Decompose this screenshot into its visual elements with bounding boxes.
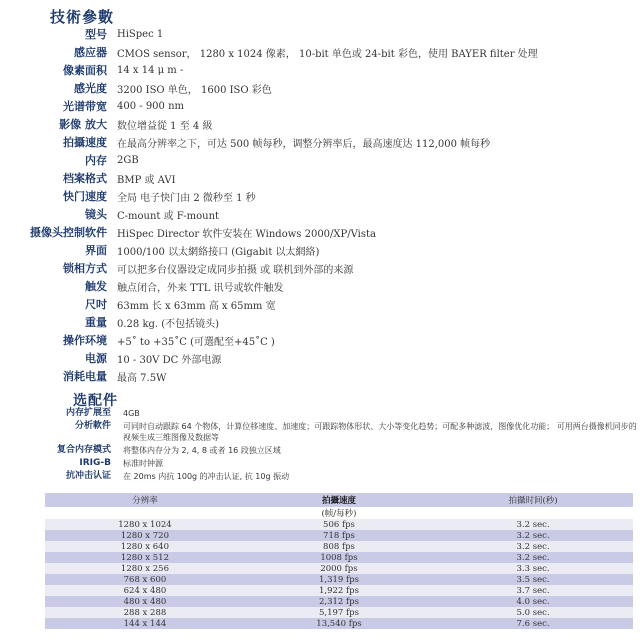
spec-row xyxy=(0,259,643,277)
spec-label: 重量 xyxy=(85,316,107,329)
spec-value: HiSpec Director 软件安装在 Windows 2000/XP/Vista xyxy=(117,228,376,240)
table-row xyxy=(45,607,633,618)
spec-label: 触发 xyxy=(85,280,107,293)
spec-row xyxy=(0,187,643,205)
subheader-empty xyxy=(433,507,633,519)
spec-value: BMP 或 AVI xyxy=(117,174,176,186)
resolution-cell: 1280 x 1024 xyxy=(45,519,245,530)
option-row xyxy=(0,408,643,419)
spec-value: 在最高分辨率之下，可达 500 帧每秒，调整分辨率后，最高速度达 112,000 帧每秒 xyxy=(117,138,491,150)
page-title: 技術參數 xyxy=(50,8,115,26)
spec-value: 0.28 kg. (不包括镜头) xyxy=(117,318,220,330)
speed-cell: 13,540 fps xyxy=(245,618,433,629)
spec-row xyxy=(0,61,643,79)
spec-value: 1000/100 以太網絡接口 (Gigabit 以太網絡) xyxy=(117,246,320,258)
duration-cell: 7.6 sec. xyxy=(433,618,633,629)
spec-row xyxy=(0,133,643,151)
option-label: 抗冲击认证 xyxy=(65,471,111,481)
duration-cell: 3.5 sec. xyxy=(433,574,633,585)
option-value: 可同时自动跟踪 64 个物体，计算位移速度、加速度；可跟踪物体形状、大小等变化趋势；可配多种滤波，图像优化功能； 可用两台摄像机同步的视频生成三维图像及数据等 xyxy=(123,422,637,442)
option-row xyxy=(0,445,643,456)
spec-row xyxy=(0,115,643,133)
table-row xyxy=(45,596,633,607)
spec-label: 光谱带宽 xyxy=(63,100,107,113)
spec-label: 电源 xyxy=(85,352,107,365)
spec-label: 影像 放大 xyxy=(59,118,107,131)
spec-row xyxy=(0,43,643,61)
spec-value: 触点闭合，外来 TTL 讯号或软件触发 xyxy=(117,282,284,294)
table-row xyxy=(45,519,633,530)
spec-value: 2GB xyxy=(117,154,139,166)
duration-cell: 3.2 sec. xyxy=(433,530,633,541)
spec-value: C-mount 或 F-mount xyxy=(117,210,220,222)
option-label: 内存扩展至 xyxy=(65,408,111,418)
spec-row xyxy=(0,367,643,385)
duration-cell: 4.0 sec. xyxy=(433,596,633,607)
subheader-speed-unit: (帧/每秒) xyxy=(245,507,433,519)
spec-value: CMOS sensor， 1280 x 1024 像素， 10-bit 单色或 24-bit 彩色，使用 BAYER filter 处理 xyxy=(117,48,538,60)
spec-row xyxy=(0,205,643,223)
spec-value: 3200 ISO 单色， 1600 ISO 彩色 xyxy=(117,84,272,96)
option-value: 4GB xyxy=(123,409,140,418)
header-duration: 拍攝时间(秒) xyxy=(433,493,633,507)
speed-cell: 1008 fps xyxy=(245,552,433,563)
table-row xyxy=(45,552,633,563)
spec-value: HiSpec 1 xyxy=(117,28,164,40)
speed-cell: 2,312 fps xyxy=(245,596,433,607)
table-row xyxy=(45,563,633,574)
spec-value: 14 x 14 μ m - xyxy=(117,64,184,76)
option-value: 标准时钟源 xyxy=(123,459,163,468)
duration-cell: 5.0 sec. xyxy=(433,607,633,618)
duration-cell: 3.2 sec. xyxy=(433,541,633,552)
spec-row xyxy=(0,97,643,115)
spec-label: 镜头 xyxy=(85,208,107,221)
spec-value: 400 - 900 nm xyxy=(117,100,185,112)
resolution-cell: 624 x 480 xyxy=(45,585,245,596)
spec-label: 感光度 xyxy=(74,82,107,95)
resolution-cell: 144 x 144 xyxy=(45,618,245,629)
table-row xyxy=(45,618,633,629)
option-label: IRIG-B xyxy=(79,458,111,468)
spec-value: +5˚ to +35˚C (可選配至+45˚C ) xyxy=(117,336,275,348)
table-row xyxy=(45,585,633,596)
spec-label: 界面 xyxy=(85,244,107,257)
spec-row xyxy=(0,223,643,241)
spec-row xyxy=(0,169,643,187)
duration-cell: 3.2 sec. xyxy=(433,519,633,530)
spec-label: 操作环境 xyxy=(63,334,107,347)
speed-cell: 1,922 fps xyxy=(245,585,433,596)
options-list xyxy=(0,408,643,484)
spec-label: 感应器 xyxy=(74,46,107,59)
spec-label: 像素面积 xyxy=(63,64,107,77)
resolution-cell: 480 x 480 xyxy=(45,596,245,607)
spec-row xyxy=(0,313,643,331)
table-row xyxy=(45,530,633,541)
spec-row xyxy=(0,151,643,169)
speed-cell: 1,319 fps xyxy=(245,574,433,585)
option-label: 分析軟件 xyxy=(74,421,111,431)
resolution-cell: 288 x 288 xyxy=(45,607,245,618)
table-row xyxy=(45,574,633,585)
spec-label: 锁相方式 xyxy=(63,262,107,275)
options-title: 选配件 xyxy=(73,393,118,409)
resolution-cell: 1280 x 256 xyxy=(45,563,245,574)
spec-value: 可以把多台仪器设定成同步拍摄 或 联机到外部的来源 xyxy=(117,264,354,276)
duration-cell: 3.7 sec. xyxy=(433,585,633,596)
spec-label: 摄像头控制软件 xyxy=(30,226,107,239)
spec-label: 快门速度 xyxy=(63,190,107,203)
subheader-empty xyxy=(45,507,245,519)
option-row xyxy=(0,471,643,482)
header-resolution: 分辨率 xyxy=(45,493,245,507)
spec-row xyxy=(0,277,643,295)
spec-list xyxy=(0,25,643,385)
resolution-cell: 1280 x 720 xyxy=(45,530,245,541)
spec-value: 最高 7.5W xyxy=(117,372,167,384)
spec-row xyxy=(0,241,643,259)
resolution-cell: 1280 x 640 xyxy=(45,541,245,552)
spec-label: 内存 xyxy=(85,154,107,167)
option-value: 将整体内存分为 2, 4, 8 或者 16 段独立区域 xyxy=(123,446,281,455)
spec-label: 拍攝速度 xyxy=(63,136,107,149)
spec-label: 型号 xyxy=(85,28,107,41)
speed-cell: 718 fps xyxy=(245,530,433,541)
spec-value: 63mm 长 x 63mm 高 x 65mm 宽 xyxy=(117,300,276,312)
spec-value: 全局 电子快门由 2 微秒至 1 秒 xyxy=(117,192,256,204)
spec-label: 档案格式 xyxy=(63,172,107,185)
speed-cell: 2000 fps xyxy=(245,563,433,574)
spec-row xyxy=(0,25,643,43)
speed-cell: 506 fps xyxy=(245,519,433,530)
speed-cell: 5,197 fps xyxy=(245,607,433,618)
speed-cell: 808 fps xyxy=(245,541,433,552)
spec-value: 10 - 30V DC 外部电源 xyxy=(117,354,222,366)
spec-value: 数位增益從 1 至 4 級 xyxy=(117,120,213,132)
duration-cell: 3.2 sec. xyxy=(433,552,633,563)
spec-label: 尺吋 xyxy=(85,298,107,311)
header-speed: 拍攝速度 xyxy=(245,493,433,507)
spec-row xyxy=(0,295,643,313)
option-row xyxy=(0,458,643,469)
duration-cell: 3.3 sec. xyxy=(433,563,633,574)
resolution-cell: 768 x 600 xyxy=(45,574,245,585)
spec-row xyxy=(0,349,643,367)
option-value: 在 20ms 内抗 100g 的冲击认证, 抗 10g 振动 xyxy=(123,472,290,481)
table-row xyxy=(45,541,633,552)
spec-row xyxy=(0,331,643,349)
speed-table xyxy=(45,493,633,629)
resolution-cell: 1280 x 512 xyxy=(45,552,245,563)
option-row xyxy=(0,421,643,443)
option-label: 复合内存模式 xyxy=(56,445,111,455)
spec-row xyxy=(0,79,643,97)
spec-label: 消耗电量 xyxy=(63,370,107,383)
